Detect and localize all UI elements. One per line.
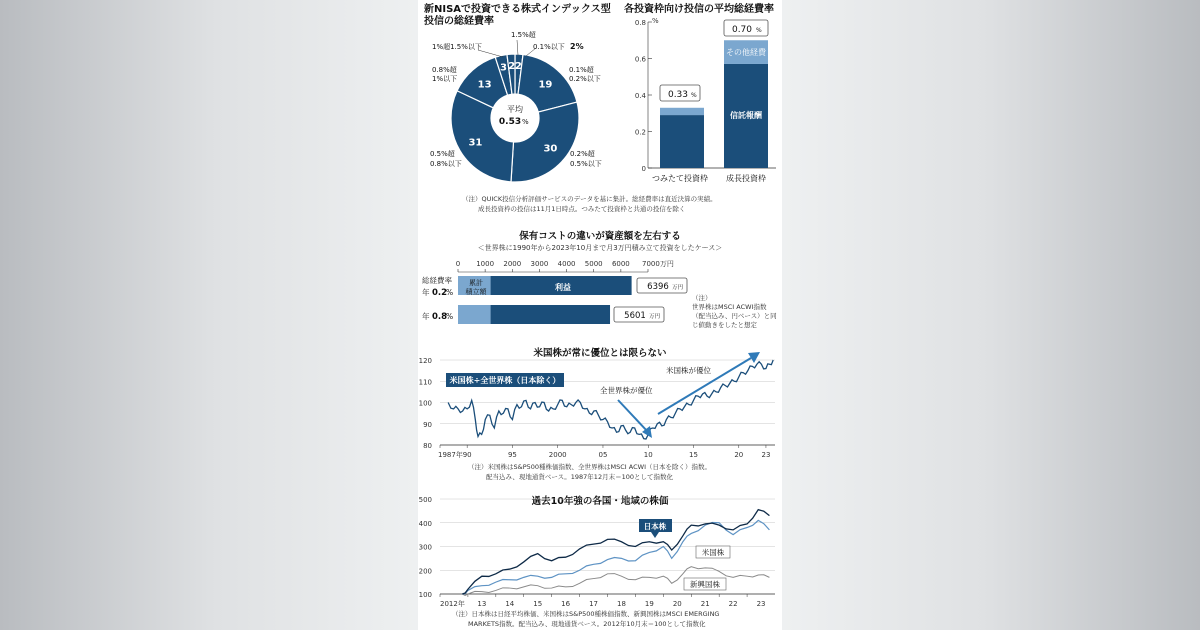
hbar-subtitle: ＜世界株に1990年から2023年10月まで月3万円積み立て投資をしたケース＞ xyxy=(477,244,723,252)
ratio-arrow-up-head xyxy=(748,352,760,363)
multi-y-tick-label: 300 xyxy=(418,543,432,552)
donut-label-0508-a: 0.5%超 xyxy=(430,150,455,158)
hbar-total-1: 6396 xyxy=(647,282,669,292)
stack-total-1-unit: % xyxy=(691,92,697,99)
hbar-bars xyxy=(458,276,632,324)
ratio-x-tick-label: 05 xyxy=(598,451,608,459)
donut-note-line2: 成長投資枠の投信は11月1日時点。つみたて投資枠と共通の投信を除く xyxy=(478,205,686,213)
multi-x-tick-label: 19 xyxy=(644,600,654,608)
multi-x-tick-label: 16 xyxy=(561,600,571,608)
donut-label-over15: 1.5%超 xyxy=(511,31,536,39)
ratio-x-tick-label: 1987年 xyxy=(438,451,463,459)
donut-slice-value: 13 xyxy=(477,79,492,91)
multi-x-tick-label: 23 xyxy=(756,600,766,608)
hbar-x-tick-label: 2000 xyxy=(503,260,522,268)
donut-label-0508-b: 0.8%以下 xyxy=(430,160,462,168)
multi-note-line2: MARKETS指数。配当込み、現地通貨ベース。2012年10月末＝100として指数化 xyxy=(468,620,706,628)
stack-bar-trust-fee xyxy=(660,115,704,168)
donut-title-line1: 新NISAで投資できる株式インデックス型 xyxy=(424,4,611,15)
ratio-legend-label: 米国株÷全世界株（日本除く） xyxy=(449,376,561,385)
hbar-row1-label-a: 総経費率 xyxy=(422,276,452,285)
donut-label-0205-b: 0.5%以下 xyxy=(570,160,602,168)
hbar-row2-label-a: 年 xyxy=(422,312,430,321)
stack-seg-other-label: その他経費 xyxy=(726,48,766,57)
donut-label-0102-a: 0.1%超 xyxy=(569,66,594,74)
donut-center-unit: % xyxy=(522,118,529,126)
donut-label-0810-a: 0.8%超 xyxy=(432,66,457,74)
multi-note-line1: （注）日本株は日経平均株価、米国株はS&P500種株価指数、新興国株はMSCI EMERGING xyxy=(452,610,720,618)
multi-y-tick-label: 400 xyxy=(418,519,432,528)
infographic-svg xyxy=(418,0,782,630)
ratio-title: 米国株が常に優位とは限らない xyxy=(533,348,667,359)
multi-x-tick-label: 17 xyxy=(589,600,599,608)
donut-title-line2: 投信の総経費率 xyxy=(424,16,494,27)
stack-unit: % xyxy=(652,17,659,25)
ratio-y-tick-label: 100 xyxy=(418,399,432,408)
donut-label-under01: 0.1%以下 xyxy=(533,43,565,51)
multi-label-em: 新興国株 xyxy=(690,580,720,589)
hbar-note-line4: じ値動きをしたと想定 xyxy=(692,321,757,329)
ratio-y-tick-label: 80 xyxy=(423,442,432,450)
hbar-title: 保有コストの違いが資産額を左右する xyxy=(519,231,681,242)
stack-y-tick-label: 0.6 xyxy=(634,55,646,64)
hbar-x-tick-label: 0 xyxy=(455,260,461,268)
stack-y-tick-label: 0 xyxy=(641,165,646,173)
multi-x-tick-label: 13 xyxy=(477,600,487,608)
multi-label-japan-pointer xyxy=(651,532,659,538)
hbar-bar-profit xyxy=(491,305,610,324)
hbar-x-tick-label: 6000 xyxy=(611,260,630,268)
donut-leader-line xyxy=(517,40,518,55)
hbar-seg1-label-b: 積立額 xyxy=(465,288,487,296)
infographic-panel xyxy=(418,0,782,630)
multi-x-tick-label: 22 xyxy=(728,600,738,608)
ratio-line xyxy=(448,360,773,439)
donut-slice-value: 3 xyxy=(499,62,507,74)
hbar-x-tick-label: 5000 xyxy=(584,260,603,268)
ratio-x-tick-label: 2000 xyxy=(548,451,567,459)
ratio-annotation-world: 全世界株が優位 xyxy=(600,386,653,395)
hbar-seg1-label-a: 累計 xyxy=(469,279,483,287)
stack-y-axis xyxy=(635,19,652,173)
hbar-row2-label-c: % xyxy=(446,312,454,321)
ratio-x-tick-label: 95 xyxy=(507,451,517,459)
hbar-x-tick-label: 1000 xyxy=(476,260,495,268)
hbar-total-2: 5601 xyxy=(624,311,646,321)
multi-x-tick-label: 15 xyxy=(533,600,543,608)
hbar-row2-label-b: 0.8 xyxy=(432,312,448,322)
donut-slice-value: 19 xyxy=(538,79,553,91)
ratio-y-tick-label: 120 xyxy=(418,357,432,365)
donut-label-1to15: 1%超1.5%以下 xyxy=(432,43,482,51)
ratio-x-tick-label: 23 xyxy=(761,451,771,459)
ratio-note-line2: 配当込み、現地通貨ベース。1987年12月末＝100として指数化 xyxy=(486,473,673,481)
hbar-note-line2: 世界株はMSCI ACWI指数 xyxy=(692,303,767,311)
hbar-note-line1: （注） xyxy=(692,294,712,302)
multi-x-tick-label: 20 xyxy=(672,600,682,608)
donut-center-label: 平均 xyxy=(507,105,523,114)
stack-title: 各投資枠向け投信の平均総経費率 xyxy=(624,4,774,15)
donut-note-line1: （注）QUICK投信分析評価サービスのデータを基に集計。総経費率は直近決算の実績。 xyxy=(462,195,717,203)
stack-bar-other-cost xyxy=(660,108,704,115)
stack-y-tick-label: 0.4 xyxy=(634,92,646,100)
multi-y-tick-label: 200 xyxy=(418,567,432,576)
multi-label-us: 米国株 xyxy=(701,548,725,557)
ratio-note-line1: （注）米国株はS&P500種株価指数、全世界株はMSCI ACWI（日本を除く）指数。 xyxy=(468,463,711,471)
donut-slice-value: 30 xyxy=(543,143,558,155)
donut-label-0810-b: 1%以下 xyxy=(432,75,458,83)
hbar-seg2-label: 利益 xyxy=(555,283,571,292)
multi-y-tick-label: 100 xyxy=(418,591,432,599)
stack-total-2-unit: % xyxy=(756,27,762,34)
ratio-axes xyxy=(419,357,775,459)
ratio-x-tick-label: 15 xyxy=(689,451,698,459)
hbar-x-tick-label: 3000 xyxy=(530,260,549,268)
stack-y-tick-label: 0.2 xyxy=(634,128,646,137)
donut-leader-line xyxy=(478,50,503,57)
donut-center-value: 0.53 xyxy=(498,117,522,127)
stack-seg-trust-label: 信託報酬 xyxy=(730,111,762,120)
ratio-x-tick-label: 10 xyxy=(643,451,653,459)
donut-slice-value: 2 xyxy=(514,61,522,73)
multi-x-tick-label: 21 xyxy=(700,600,710,608)
donut-slice-value: 2 xyxy=(508,61,516,73)
donut-label-0102-b: 0.2%以下 xyxy=(569,75,601,83)
multi-title: 過去10年強の各国・地域の株価 xyxy=(531,496,669,507)
ratio-annotation-us: 米国株が優位 xyxy=(666,366,711,375)
hbar-x-tick-label: 4000 xyxy=(557,260,576,268)
ratio-x-tick-label: 90 xyxy=(462,451,472,459)
stack-category-1: つみたて投資枠 xyxy=(652,174,708,183)
hbar-total-1-unit: 万円 xyxy=(672,285,684,291)
multi-x-tick-label: 18 xyxy=(616,600,626,608)
ratio-x-tick-label: 20 xyxy=(734,451,744,459)
hbar-x-tick-label: 7000万円 xyxy=(642,260,674,268)
hbar-row1-label-d: % xyxy=(446,288,454,297)
ratio-y-tick-label: 110 xyxy=(418,378,432,387)
multi-x-tick-label: 14 xyxy=(505,600,515,608)
multi-x-tick-label: 2012年 xyxy=(440,600,465,608)
hbar-x-axis xyxy=(456,260,674,272)
hbar-note-line3: （配当込み、円ベース）と同 xyxy=(692,312,777,320)
stack-total-2: 0.70 xyxy=(731,25,753,35)
donut-label-0205-a: 0.2%超 xyxy=(570,150,595,158)
multi-label-japan: 日本株 xyxy=(643,522,667,531)
donut-label-under01-count: 2% xyxy=(570,42,584,51)
stack-category-2: 成長投資枠 xyxy=(726,174,766,183)
hbar-row1-label-c: 0.2 xyxy=(432,288,448,298)
stack-total-1: 0.33 xyxy=(667,90,689,100)
ratio-y-tick-label: 90 xyxy=(423,420,432,429)
hbar-total-2-unit: 万円 xyxy=(649,314,661,320)
donut-slice-value: 31 xyxy=(468,137,483,149)
stack-y-tick-label: 0.8 xyxy=(634,19,646,27)
hbar-bar-cumulative xyxy=(458,305,491,324)
stack-bars xyxy=(660,40,768,168)
multi-y-tick-label: 500 xyxy=(418,496,432,504)
hbar-row1-label-b: 年 xyxy=(422,288,430,297)
